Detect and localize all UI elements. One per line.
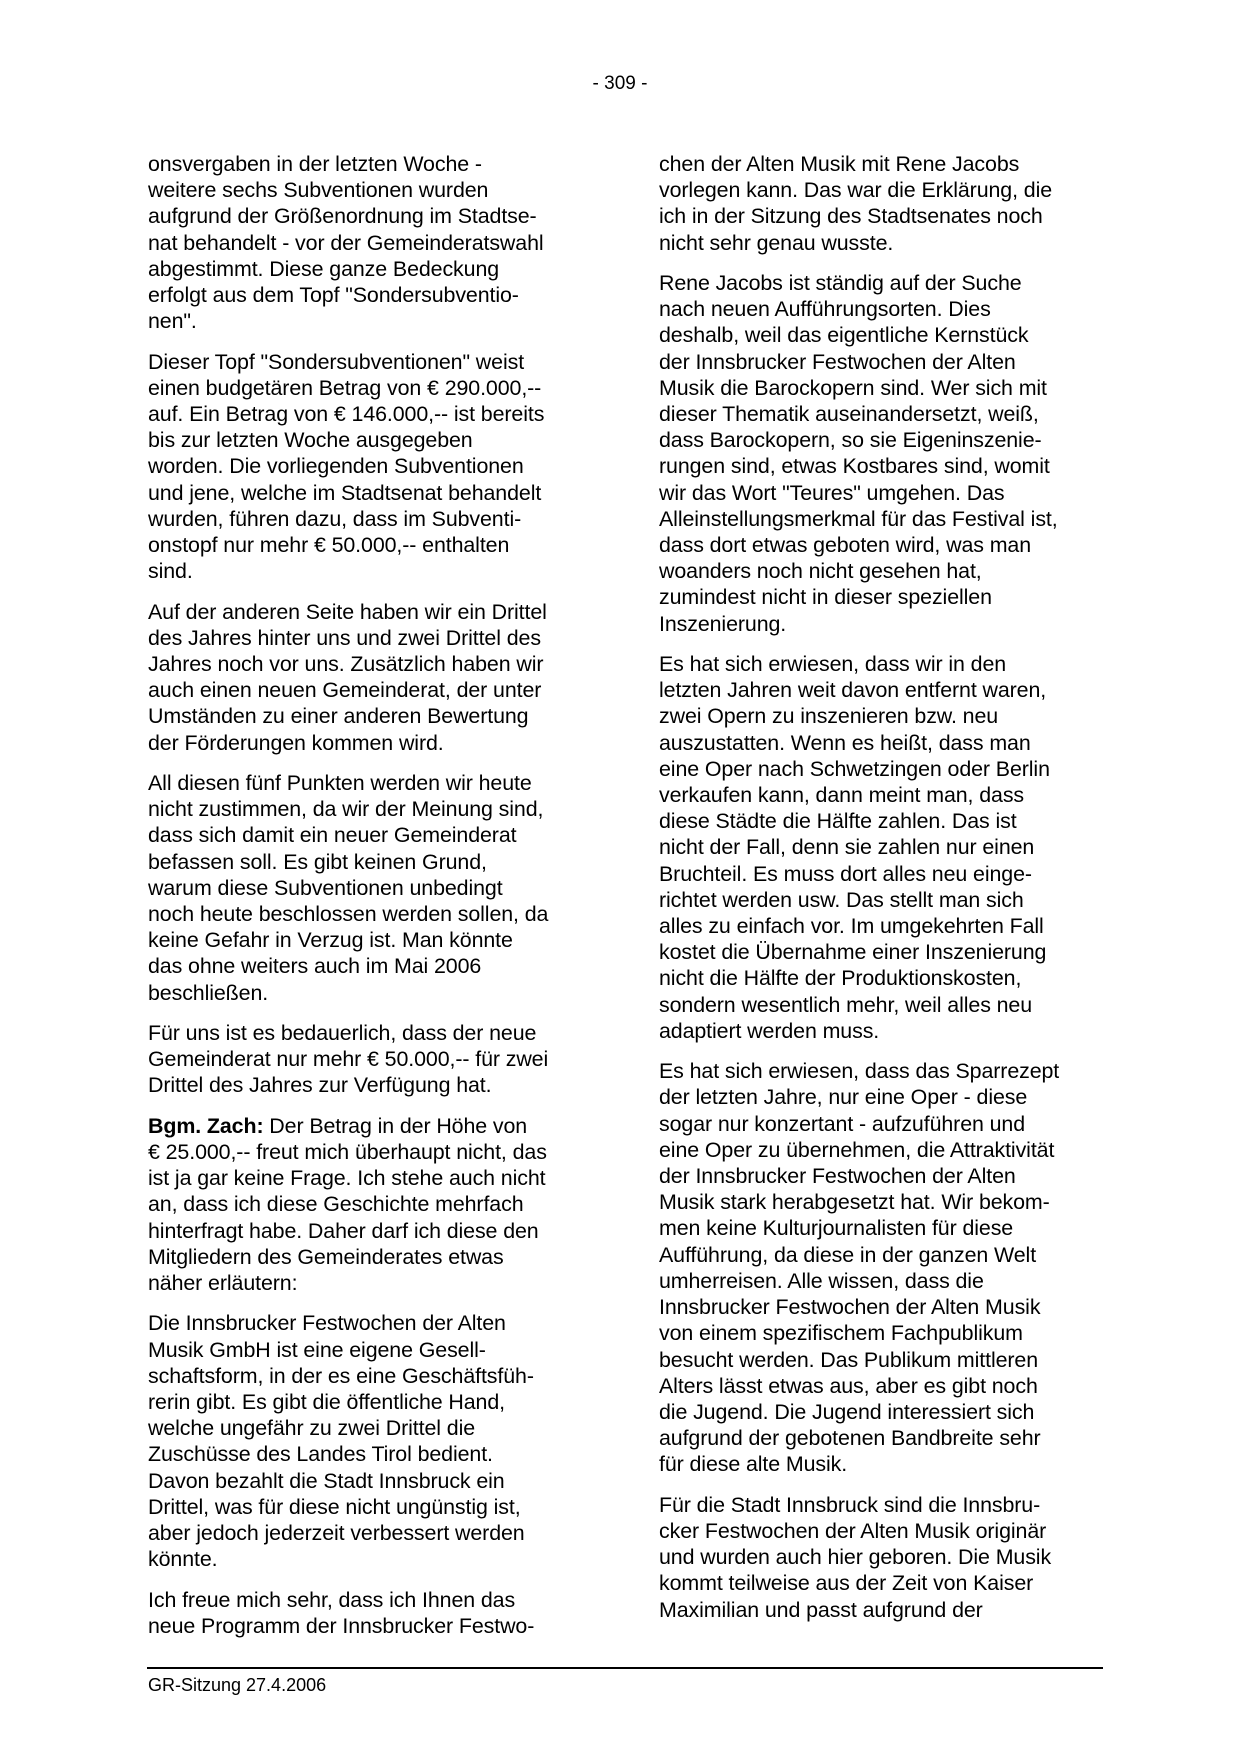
text-line: und jene, welche im Stadtsenat behandelt <box>148 480 542 505</box>
text-line: rungen sind, etwas Kostbares sind, womit <box>659 454 1050 479</box>
text-line: Dieser Topf "Sondersubventionen" weist <box>148 349 525 374</box>
text-line: cker Festwochen der Alten Musik originär <box>659 1518 1047 1543</box>
text-line: auszustatten. Wenn es heißt, dass man <box>659 730 1031 755</box>
text-line: näher erläutern: <box>148 1271 298 1296</box>
text-line: dass Barockopern, so sie Eigeninszenie- <box>659 428 1042 453</box>
text-line: Davon bezahlt die Stadt Innsbruck ein <box>148 1468 505 1493</box>
paragraph <box>148 1587 598 1639</box>
text-line: chen der Alten Musik mit Rene Jacobs <box>659 152 1020 176</box>
text-line: einen budgetären Betrag von € 290.000,-- <box>148 375 542 400</box>
text-line: sondern wesentlich mehr, weil alles neu <box>659 992 1033 1017</box>
text-line: Für die Stadt Innsbruck sind die Innsbru- <box>659 1492 1041 1517</box>
text-line: Musik die Barockopern sind. Wer sich mit <box>659 375 1047 400</box>
text-line: Die Innsbrucker Festwochen der Alten <box>148 1311 506 1336</box>
text-line: der Innsbrucker Festwochen der Alten <box>659 349 1016 374</box>
text-line: das ohne weiters auch im Mai 2006 <box>148 954 482 979</box>
text-line: richtet werden usw. Das stellt man sich <box>659 887 1024 912</box>
text-line: Rene Jacobs ist ständig auf der Suche <box>659 271 1022 295</box>
text-line: für diese alte Musik. <box>659 1452 848 1477</box>
paragraph <box>148 770 598 1006</box>
text-line: auch einen neuen Gemeinderat, der unter <box>148 678 542 703</box>
text-line: des Jahres hinter uns und zwei Drittel des <box>148 625 541 650</box>
text-line: Musik GmbH ist eine eigene Gesell- <box>148 1337 486 1362</box>
text-line: umherreisen. Alle wissen, dass die <box>659 1268 984 1293</box>
text-line: warum diese Subventionen unbedingt <box>148 875 503 900</box>
text-line: kostet die Übernahme einer Inszenierung <box>659 940 1047 965</box>
text-line: worden. Die vorliegenden Subventionen <box>148 454 524 479</box>
text-line: Inszenierung. <box>659 611 787 636</box>
text-line: alles zu einfach vor. Im umgekehrten Fall <box>659 914 1044 939</box>
text-line: wurden, führen dazu, dass im Subventi- <box>148 506 522 531</box>
text-line: zwei Opern zu inszenieren bzw. neu <box>659 704 999 729</box>
speaker-name: Bgm. Zach: <box>148 1113 264 1138</box>
paragraph <box>148 599 598 756</box>
text-line: auf. Ein Betrag von € 146.000,-- ist bereits <box>148 402 545 427</box>
text-line: rerin gibt. Es gibt die öffentliche Hand, <box>148 1390 505 1415</box>
text-line: erfolgt aus dem Topf "Sondersubventio- <box>148 283 519 308</box>
text-line: Alters lässt etwas aus, aber es gibt noch <box>659 1373 1038 1398</box>
text-line: Auf der anderen Seite haben wir ein Drittel <box>148 599 547 624</box>
text-line <box>148 1113 598 1139</box>
text-line: Alleinstellungsmerkmal für das Festival ist, <box>659 506 1058 531</box>
left-column <box>148 151 598 1653</box>
text-line: Innsbrucker Festwochen der Alten Musik <box>659 1295 1041 1320</box>
text-line: die Jugend. Die Jugend interessiert sich <box>659 1399 1035 1424</box>
paragraph <box>148 1020 598 1099</box>
text-line: der letzten Jahre, nur eine Oper - diese <box>659 1085 1028 1110</box>
text-line: eine Oper zu übernehmen, die Attraktivität <box>659 1137 1055 1162</box>
text-line: beschließen. <box>148 980 269 1005</box>
text-line: ist ja gar keine Frage. Ich stehe auch nicht <box>148 1166 546 1191</box>
text-line: € 25.000,-- freut mich überhaupt nicht, das <box>148 1140 547 1165</box>
text-line: besucht werden. Das Publikum mittleren <box>659 1347 1039 1372</box>
text-line: dieser Thematik auseinandersetzt, weiß, <box>659 402 1039 427</box>
text-line: Es hat sich erwiesen, dass wir in den <box>659 652 1007 677</box>
text-line: weitere sechs Subventionen wurden <box>148 178 489 203</box>
paragraph <box>659 1492 1109 1623</box>
text-line: Aufführung, da diese in der ganzen Welt <box>659 1242 1037 1267</box>
paragraph <box>659 270 1109 637</box>
text-line: Ich freue mich sehr, dass ich Ihnen das <box>148 1587 516 1612</box>
text-line: zumindest nicht in dieser speziellen <box>659 585 992 610</box>
text-line: nicht zustimmen, da wir der Meinung sind, <box>148 797 544 822</box>
text-line: Drittel des Jahres zur Verfügung hat. <box>148 1073 492 1098</box>
text-line: Jahres noch vor uns. Zusätzlich haben wir <box>148 652 544 677</box>
paragraph <box>148 1113 598 1296</box>
text-line: Mitgliedern des Gemeinderates etwas <box>148 1244 504 1269</box>
text-line: diese Städte die Hälfte zahlen. Das ist <box>659 809 1017 834</box>
paragraph <box>148 1310 598 1572</box>
text-line: nicht die Hälfte der Produktionskosten, <box>659 966 1022 991</box>
right-column <box>659 151 1109 1637</box>
text-line: und wurden auch hier geboren. Die Musik <box>659 1545 1052 1570</box>
text-line: abgestimmt. Diese ganze Bedeckung <box>148 256 500 281</box>
text-line: Bruchteil. Es muss dort alles neu einge- <box>659 861 1032 886</box>
text-line: nicht der Fall, denn sie zahlen nur einen <box>659 835 1035 860</box>
text-line: wir das Wort "Teures" umgehen. Das <box>659 480 1005 505</box>
text-line: Drittel, was für diese nicht ungünstig ist, <box>148 1494 521 1519</box>
footer-divider <box>147 1667 1103 1669</box>
text-line: aufgrund der Größenordnung im Stadtse- <box>148 204 537 229</box>
text-line: Für uns ist es bedauerlich, dass der neue <box>148 1021 537 1046</box>
text-line: ich in der Sitzung des Stadtsenates noch <box>659 204 1043 229</box>
footer-session-date: GR-Sitzung 27.4.2006 <box>148 1675 327 1695</box>
text-line: onstopf nur mehr € 50.000,-- enthalten <box>148 533 510 558</box>
text-line: von einem spezifischem Fachpublikum <box>659 1321 1023 1346</box>
text-line: nen". <box>148 309 197 334</box>
text-line: aufgrund der gebotenen Bandbreite sehr <box>659 1426 1041 1451</box>
text-line: kommt teilweise aus der Zeit von Kaiser <box>659 1571 1034 1596</box>
text-line: dass dort etwas geboten wird, was man <box>659 533 1032 558</box>
text-line: letzten Jahren weit davon entfernt waren, <box>659 678 1047 703</box>
text-line: sogar nur konzertant - aufzuführen und <box>659 1111 1026 1136</box>
text-line: sind. <box>148 559 193 584</box>
text-line: deshalb, weil das eigentliche Kernstück <box>659 323 1029 348</box>
text-line: bis zur letzten Woche ausgegeben <box>148 428 473 453</box>
paragraph <box>148 349 598 585</box>
text-line: nach neuen Aufführungsorten. Dies <box>659 297 991 322</box>
text-line: Musik stark herabgesetzt hat. Wir bekom- <box>659 1190 1050 1215</box>
speaker-statement: Der Betrag in der Höhe von <box>263 1113 528 1138</box>
text-line: adaptiert werden muss. <box>659 1018 880 1043</box>
paragraph <box>659 651 1109 1044</box>
text-line: Es hat sich erwiesen, dass das Sparrezept <box>659 1059 1060 1084</box>
text-line: men keine Kulturjournalisten für diese <box>659 1216 1014 1241</box>
text-line: befassen soll. Es gibt keinen Grund, <box>148 849 487 874</box>
text-line: dass sich damit ein neuer Gemeinderat <box>148 823 517 848</box>
text-line: der Förderungen kommen wird. <box>148 730 444 755</box>
text-line: der Innsbrucker Festwochen der Alten <box>659 1164 1016 1189</box>
paragraph <box>148 151 598 334</box>
text-line: an, dass ich diese Geschichte mehrfach <box>148 1192 524 1217</box>
text-line: Maximilian und passt aufgrund der <box>659 1597 983 1622</box>
paragraph <box>659 1058 1109 1477</box>
text-line: onsvergaben in der letzten Woche - <box>148 152 482 176</box>
text-line: vorlegen kann. Das war die Erklärung, die <box>659 178 1053 203</box>
text-line: verkaufen kann, dann meint man, dass <box>659 783 1025 808</box>
page-number: - 309 - <box>592 73 648 94</box>
text-line: Zuschüsse des Landes Tirol bedient. <box>148 1442 493 1467</box>
text-line: schaftsform, in der es eine Geschäftsfüh- <box>148 1363 534 1388</box>
text-line: Umständen zu einer anderen Bewertung <box>148 704 529 729</box>
text-line: noch heute beschlossen werden sollen, da <box>148 902 549 927</box>
text-line: hinterfragt habe. Daher darf ich diese den <box>148 1218 539 1243</box>
text-line: All diesen fünf Punkten werden wir heute <box>148 771 532 796</box>
text-line: keine Gefahr in Verzug ist. Man könnte <box>148 928 513 953</box>
text-line: könnte. <box>148 1547 218 1572</box>
text-line: eine Oper nach Schwetzingen oder Berlin <box>659 756 1050 781</box>
text-line: welche ungefähr zu zwei Drittel die <box>148 1416 476 1441</box>
paragraph <box>659 151 1109 256</box>
text-line: aber jedoch jederzeit verbessert werden <box>148 1521 525 1546</box>
text-line: nicht sehr genau wusste. <box>659 230 894 255</box>
text-line: nat behandelt - vor der Gemeinderatswahl <box>148 230 544 255</box>
text-line: Gemeinderat nur mehr € 50.000,-- für zwei <box>148 1047 549 1072</box>
text-line: woanders noch nicht gesehen hat, <box>659 559 982 584</box>
text-line: neue Programm der Innsbrucker Festwo- <box>148 1613 535 1638</box>
